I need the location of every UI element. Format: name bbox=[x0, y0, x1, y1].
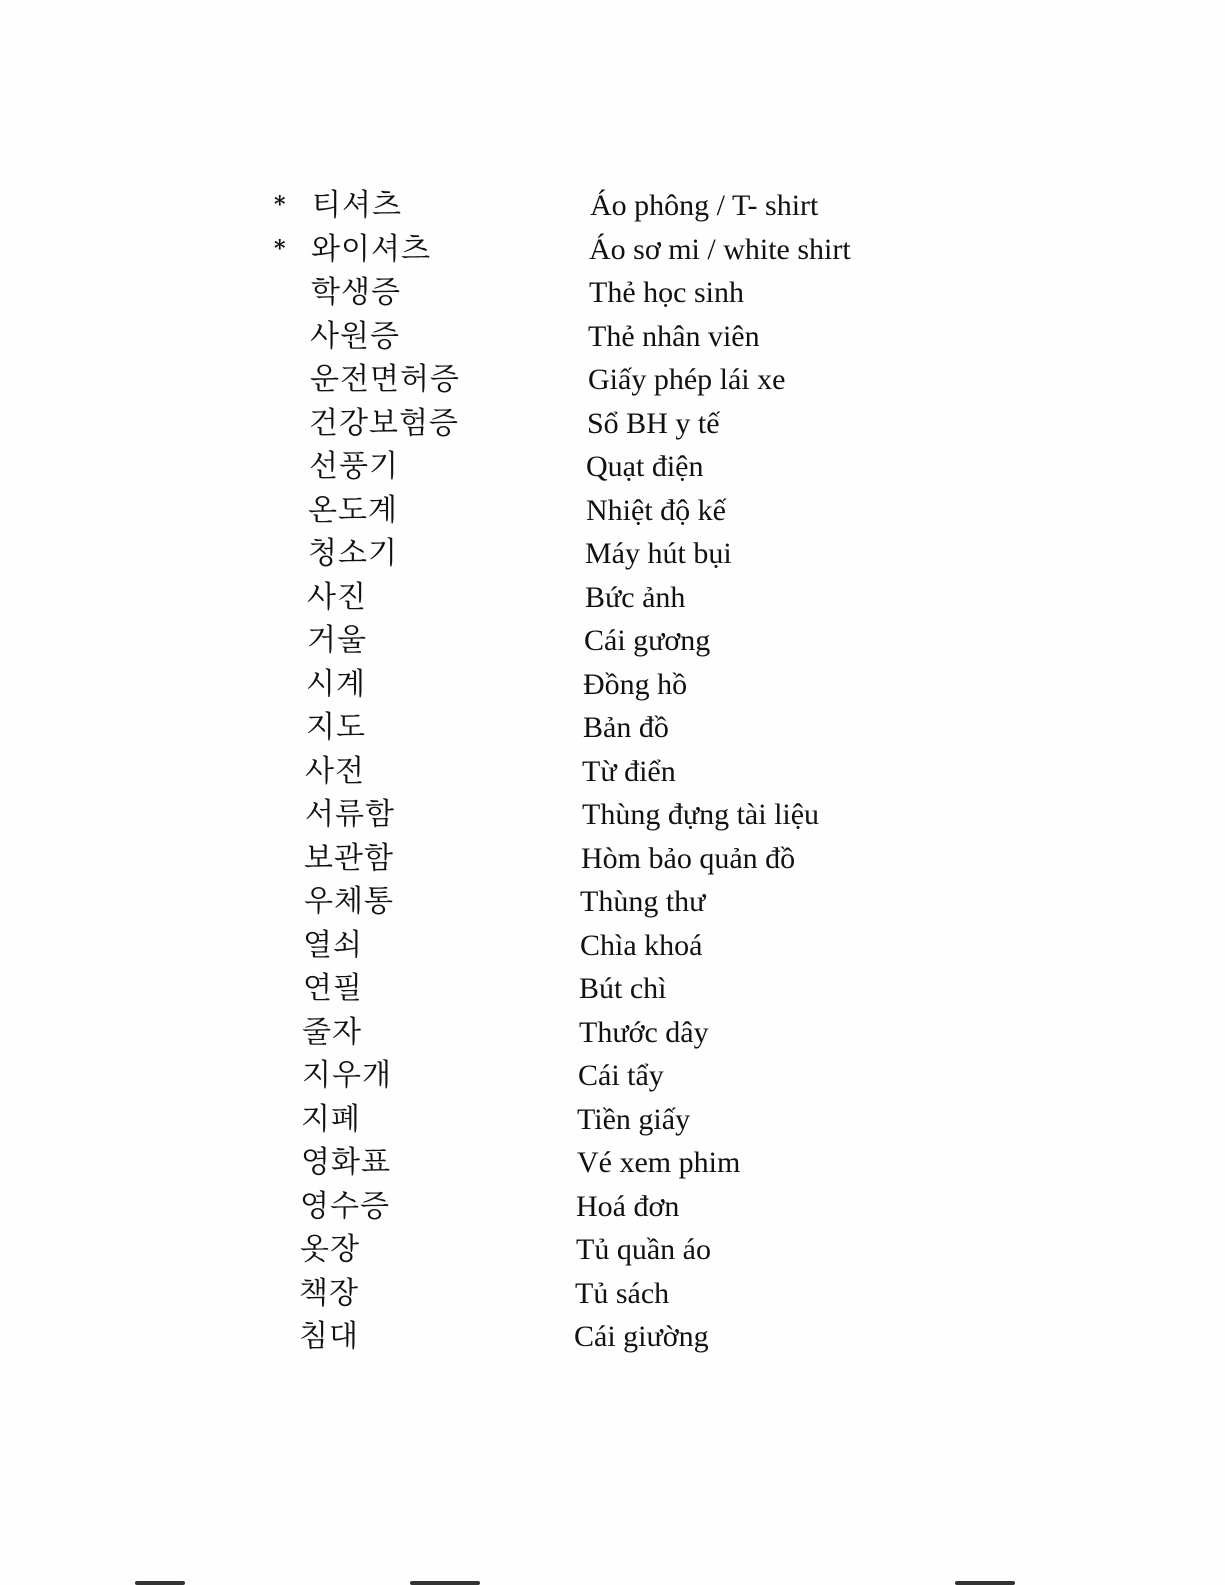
korean-term: 사진 bbox=[307, 579, 367, 615]
vietnamese-translation: Sổ BH y tế bbox=[587, 406, 720, 440]
vietnamese-translation: Tiền giấy bbox=[577, 1102, 691, 1136]
vocab-row bbox=[268, 445, 908, 489]
vietnamese-translation: Tủ quần áo bbox=[576, 1233, 711, 1266]
vocab-row bbox=[268, 1141, 908, 1185]
korean-term: 와이셔츠 bbox=[311, 231, 431, 267]
vocab-row bbox=[268, 750, 908, 794]
vietnamese-translation: Cái giường bbox=[574, 1320, 709, 1353]
vocab-row bbox=[268, 184, 908, 228]
vocab-row bbox=[268, 228, 908, 272]
vocabulary-list bbox=[268, 184, 908, 1359]
vietnamese-translation: Nhiệt độ kế bbox=[586, 493, 726, 527]
vietnamese-translation: Thùng thư bbox=[580, 885, 706, 918]
vietnamese-translation: Bức ảnh bbox=[585, 580, 686, 614]
vocab-row bbox=[268, 358, 908, 402]
vocab-row bbox=[268, 576, 908, 620]
row-bullet: * bbox=[274, 235, 286, 262]
korean-term: 영화표 bbox=[301, 1145, 391, 1180]
vocab-row bbox=[268, 315, 908, 359]
vietnamese-translation: Thùng đựng tài liệu bbox=[582, 798, 820, 831]
vietnamese-translation: Giấy phép lái xe bbox=[588, 363, 786, 396]
vocab-row bbox=[268, 837, 908, 881]
korean-term: 사원증 bbox=[310, 318, 400, 354]
korean-term: 보관함 bbox=[304, 840, 394, 876]
scan-edge-marks bbox=[0, 1575, 1225, 1585]
vietnamese-translation: Thước dây bbox=[579, 1015, 709, 1049]
vocab-row bbox=[268, 1054, 908, 1098]
scan-mark bbox=[955, 1581, 1015, 1585]
vietnamese-translation: Đồng hồ bbox=[583, 667, 688, 701]
vocab-row bbox=[268, 924, 908, 968]
korean-term: 연필 bbox=[303, 971, 363, 1006]
korean-term: 시계 bbox=[306, 666, 366, 702]
vietnamese-translation: Hoá đơn bbox=[576, 1189, 680, 1223]
vocab-row bbox=[268, 1185, 908, 1229]
vietnamese-translation: Quạt điện bbox=[586, 450, 704, 483]
vocab-row bbox=[268, 1011, 908, 1055]
vocab-row bbox=[268, 532, 908, 576]
vietnamese-translation: Chìa khoá bbox=[580, 928, 703, 962]
scan-mark bbox=[410, 1581, 480, 1585]
vocab-row bbox=[268, 271, 908, 315]
vocab-row bbox=[268, 489, 908, 533]
korean-term: 서류함 bbox=[305, 797, 395, 832]
vocab-row bbox=[268, 967, 908, 1011]
korean-term: 선풍기 bbox=[309, 449, 399, 484]
korean-term: 책장 bbox=[299, 1275, 359, 1311]
korean-term: 사전 bbox=[305, 753, 365, 789]
vietnamese-translation: Bản đồ bbox=[583, 711, 669, 744]
vocab-row bbox=[268, 1315, 908, 1359]
korean-term: 열쇠 bbox=[303, 927, 363, 963]
vietnamese-translation: Từ điển bbox=[582, 754, 676, 788]
vietnamese-translation: Bút chì bbox=[579, 972, 667, 1005]
korean-term: 옷장 bbox=[300, 1232, 360, 1267]
vietnamese-translation: Thẻ học sinh bbox=[589, 276, 744, 309]
korean-term: 줄자 bbox=[302, 1014, 362, 1050]
vietnamese-translation: Áo sơ mi / white shirt bbox=[589, 232, 851, 266]
korean-term: 청소기 bbox=[308, 536, 398, 571]
vocab-row bbox=[268, 1272, 908, 1316]
vietnamese-translation: Cái gương bbox=[584, 624, 711, 657]
korean-term: 거울 bbox=[307, 623, 367, 658]
vietnamese-translation: Thẻ nhân viên bbox=[588, 319, 760, 353]
vietnamese-translation: Vé xem phim bbox=[577, 1146, 741, 1179]
korean-term: 건강보험증 bbox=[309, 405, 459, 441]
vocab-row bbox=[268, 619, 908, 663]
vocab-row bbox=[268, 793, 908, 837]
korean-term: 지도 bbox=[306, 710, 366, 745]
vocab-row bbox=[268, 1228, 908, 1272]
vietnamese-translation: Cái tẩy bbox=[578, 1059, 664, 1092]
korean-term: 지폐 bbox=[301, 1101, 361, 1137]
vietnamese-translation: Áo phông / T- shirt bbox=[590, 189, 819, 222]
korean-term: 학생증 bbox=[311, 275, 401, 310]
korean-term: 온도계 bbox=[308, 492, 398, 528]
vocab-row bbox=[268, 1098, 908, 1142]
korean-term: 침대 bbox=[299, 1319, 359, 1354]
vietnamese-translation: Máy hút bụi bbox=[585, 537, 732, 570]
vocab-row bbox=[268, 880, 908, 924]
korean-term: 우체통 bbox=[304, 884, 394, 919]
row-bullet: * bbox=[274, 192, 286, 218]
korean-term: 운전면허증 bbox=[310, 362, 460, 397]
vocab-row bbox=[268, 663, 908, 707]
vocab-row bbox=[268, 706, 908, 750]
scan-mark bbox=[135, 1581, 185, 1585]
vietnamese-translation: Hòm bảo quản đồ bbox=[581, 841, 796, 875]
vietnamese-translation: Tủ sách bbox=[575, 1276, 670, 1310]
korean-term: 영수증 bbox=[300, 1188, 390, 1224]
vocab-row bbox=[268, 402, 908, 446]
korean-term: 티셔츠 bbox=[312, 188, 402, 223]
korean-term: 지우개 bbox=[302, 1058, 392, 1093]
